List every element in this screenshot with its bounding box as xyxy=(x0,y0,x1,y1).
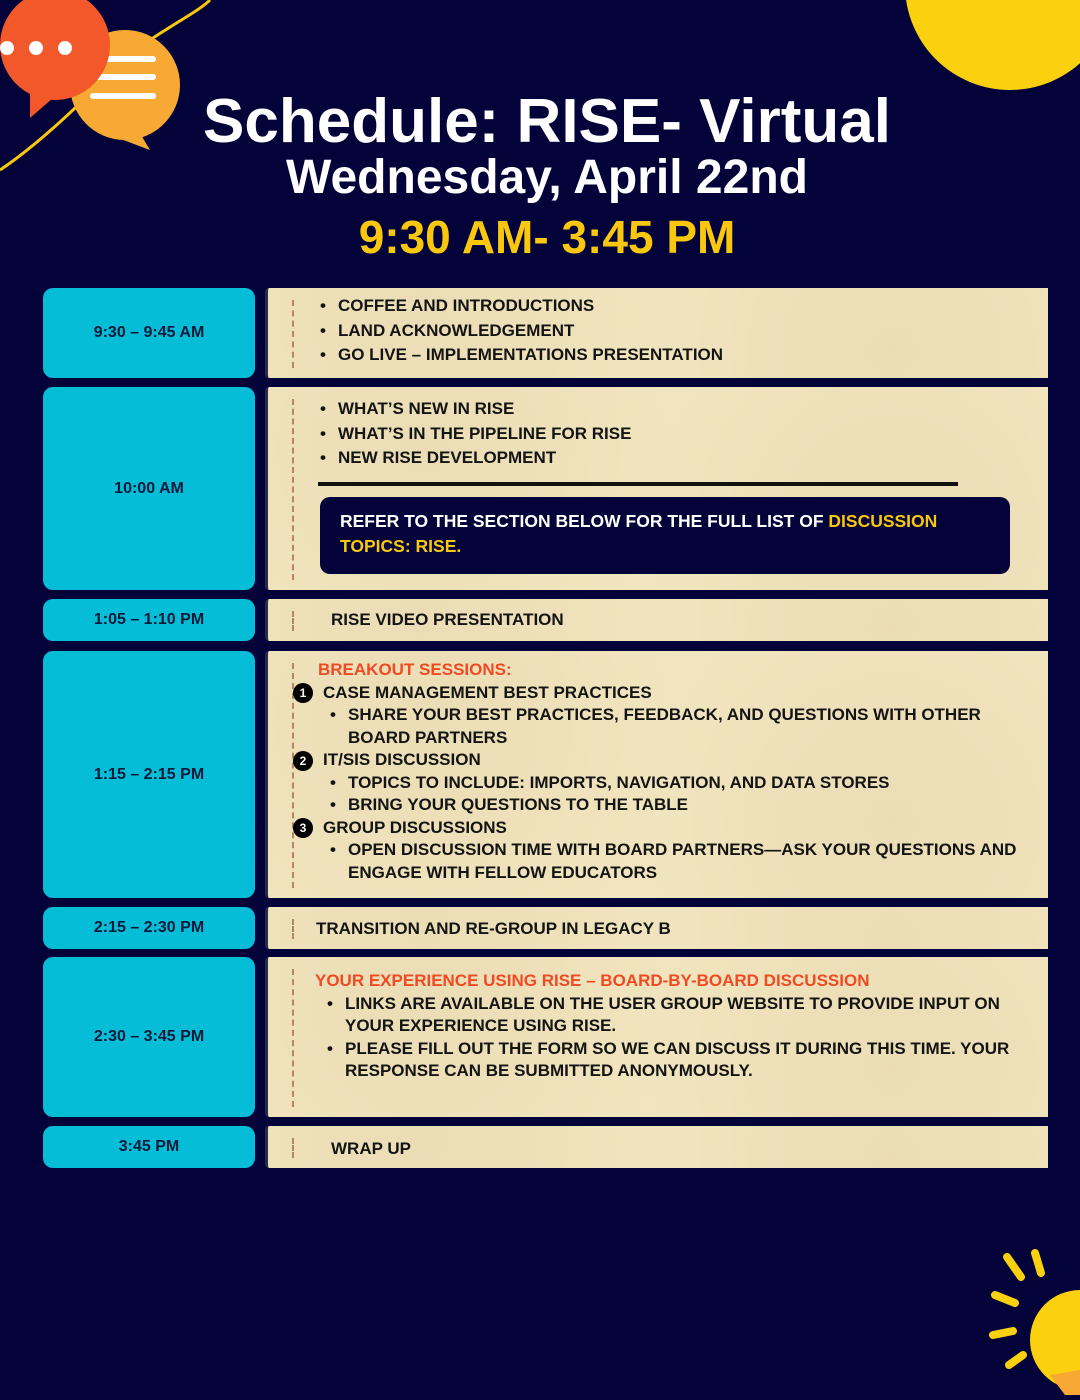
time-slot: 1:05 – 1:10 PM xyxy=(43,599,255,641)
agenda-block xyxy=(265,288,1048,378)
agenda-item: • LINKS ARE AVAILABLE ON THE USER GROUP WEBSITE TO PROVIDE INPUT ON YOUR EXPERIENCE USING RISE. xyxy=(325,993,1035,1038)
agenda-block xyxy=(265,599,1048,641)
time-slot: 9:30 – 9:45 AM xyxy=(43,288,255,378)
number-3-icon: 3 xyxy=(293,818,313,838)
agenda-item: • GO LIVE – IMPLEMENTATIONS PRESENTATION xyxy=(318,343,723,368)
session-item: • OPEN DISCUSSION TIME WITH BOARD PARTNERS—ASK YOUR QUESTIONS AND ENGAGE WITH FELLOW EDUCATORS xyxy=(328,839,1043,884)
session-title: IT/SIS DISCUSSION xyxy=(323,750,481,769)
lightbulb-icon xyxy=(985,1245,1080,1400)
number-2-icon: 2 xyxy=(293,751,313,771)
divider xyxy=(318,482,958,486)
time-slot: 2:15 – 2:30 PM xyxy=(43,907,255,949)
callout-highlight: DISCUSSION TOPICS: RISE. xyxy=(340,511,938,556)
agenda-item: TRANSITION AND RE-GROUP IN LEGACY B xyxy=(316,919,671,938)
time-slot: 3:45 PM xyxy=(43,1126,255,1168)
sun-decoration xyxy=(905,0,1080,90)
time-slot: 2:30 – 3:45 PM xyxy=(43,957,255,1117)
callout-note xyxy=(320,497,1010,574)
event-date: Wednesday, April 22nd xyxy=(286,151,808,204)
time-slot: 10:00 AM xyxy=(43,387,255,590)
agenda-block xyxy=(265,907,1048,949)
session-title: GROUP DISCUSSIONS xyxy=(323,817,507,837)
discussion-heading: YOUR EXPERIENCE USING RISE – BOARD-BY-BOARD DISCUSSION xyxy=(315,971,870,990)
agenda-block xyxy=(265,387,1048,590)
agenda-block xyxy=(265,957,1048,1117)
event-time-range: 9:30 AM- 3:45 PM xyxy=(358,211,736,263)
agenda-item: • COFFEE AND INTRODUCTIONS xyxy=(318,294,723,319)
agenda-item: • WHAT’S NEW IN RISE xyxy=(318,397,631,422)
breakout-heading: BREAKOUT SESSIONS: xyxy=(318,660,512,679)
agenda-item: • WHAT’S IN THE PIPELINE FOR RISE xyxy=(318,422,631,447)
agenda-item: • NEW RISE DEVELOPMENT xyxy=(318,446,631,471)
agenda-item: RISE VIDEO PRESENTATION xyxy=(331,610,564,629)
agenda-item: • LAND ACKNOWLEDGEMENT xyxy=(318,319,723,344)
agenda-item: WRAP UP xyxy=(331,1139,411,1158)
page-title: Schedule: RISE- Virtual xyxy=(203,87,891,156)
time-slot: 1:15 – 2:15 PM xyxy=(43,651,255,898)
session-item: • SHARE YOUR BEST PRACTICES, FEEDBACK, AND QUESTIONS WITH OTHER BOARD PARTNERS xyxy=(328,704,1043,749)
agenda-item: • PLEASE FILL OUT THE FORM SO WE CAN DISCUSS IT DURING THIS TIME. YOUR RESPONSE CAN BE SUBMITTED ANONYMOUSLY. xyxy=(325,1038,1035,1083)
session-title: CASE MANAGEMENT BEST PRACTICES xyxy=(323,682,652,702)
number-1-icon: 1 xyxy=(293,683,313,703)
agenda-block xyxy=(265,651,1048,898)
callout-text: REFER TO THE SECTION BELOW FOR THE FULL LIST OF xyxy=(340,511,829,531)
agenda-block xyxy=(265,1126,1048,1168)
session-item: • BRING YOUR QUESTIONS TO THE TABLE xyxy=(328,794,1043,817)
session-item: • TOPICS TO INCLUDE: IMPORTS, NAVIGATION, AND DATA STORES xyxy=(328,772,1043,795)
